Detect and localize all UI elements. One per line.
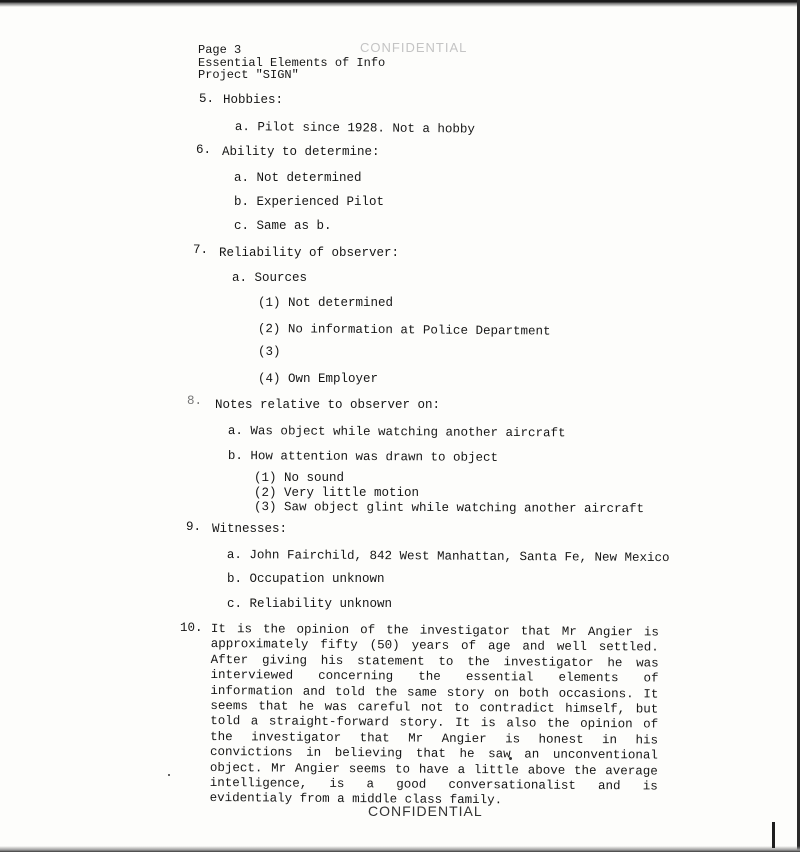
- sub-entry: (4) Own Employer: [258, 372, 379, 386]
- sub-entry: (2) Very little motion: [254, 486, 420, 500]
- item-entry: a. Sources: [232, 271, 308, 285]
- item-entry: c. Same as b.: [234, 219, 332, 233]
- item-number: 5.: [199, 92, 215, 106]
- investigator-opinion-paragraph: It is the opinion of the investigator that Mr Angier is approximately fifty (50) years of age and well settled. After giving his statement to the investigator he was interviewed concerning the essential elements of information and told the same story on both occasions. It seems that he was careful not to contradict himself, but told a straight-forward story. It is also the opinion of the investigator that Mr Angier is honest in his convictions in believing that he saw an unconventional object. Mr Angier seems to have a little above the average intelligence, is a good conversationalist and is evidentialy from a middle class family.: [209, 622, 659, 808]
- project-name: Project "SIGN": [198, 68, 299, 82]
- item-heading: Hobbies:: [223, 93, 284, 107]
- document-subject: Essential Elements of Info: [198, 56, 386, 70]
- sub-entry: (3) Saw object glint while watching another aircraft: [253, 500, 645, 517]
- item-entry: b. Experienced Pilot: [234, 195, 385, 209]
- item-heading: Reliability of observer:: [219, 246, 400, 260]
- sub-entry: (3): [258, 345, 281, 359]
- item-entry: b. Occupation unknown: [227, 572, 385, 586]
- sub-entry: (2) No information at Police Department: [257, 322, 551, 339]
- item-heading: Notes relative to observer on:: [215, 398, 441, 412]
- item-entry: c. Reliability unknown: [227, 597, 393, 611]
- item-number: 9.: [186, 520, 202, 534]
- item-entry: b. How attention was drawn to object: [227, 449, 499, 465]
- item-entry: a. John Fairchild, 842 West Manhattan, Santa Fe, New Mexico: [226, 548, 670, 566]
- item-heading: Witnesses:: [212, 522, 288, 536]
- item-number: 7.: [193, 243, 209, 257]
- sub-entry: (1) No sound: [254, 471, 345, 485]
- page-number: Page 3: [198, 43, 242, 57]
- scan-mark: [772, 822, 775, 848]
- item-heading: Ability to determine:: [222, 145, 380, 159]
- confidential-stamp-bottom: CONFIDENTIAL: [368, 803, 483, 819]
- item-number: 10.: [180, 621, 203, 635]
- item-number: 6.: [196, 143, 212, 157]
- sub-entry: (1) Not determined: [258, 296, 394, 310]
- scan-border-top: [0, 0, 800, 7]
- scan-speck: [168, 774, 170, 776]
- item-number: 8.: [187, 394, 203, 408]
- item-entry: a. Was object while watching another aircraft: [227, 424, 566, 441]
- item-entry: a. Not determined: [234, 171, 362, 185]
- confidential-stamp-top: CONFIDENTIAL: [360, 40, 468, 55]
- item-entry: a. Pilot since 1928. Not a hobby: [234, 120, 476, 137]
- scan-border-bottom: [0, 846, 800, 852]
